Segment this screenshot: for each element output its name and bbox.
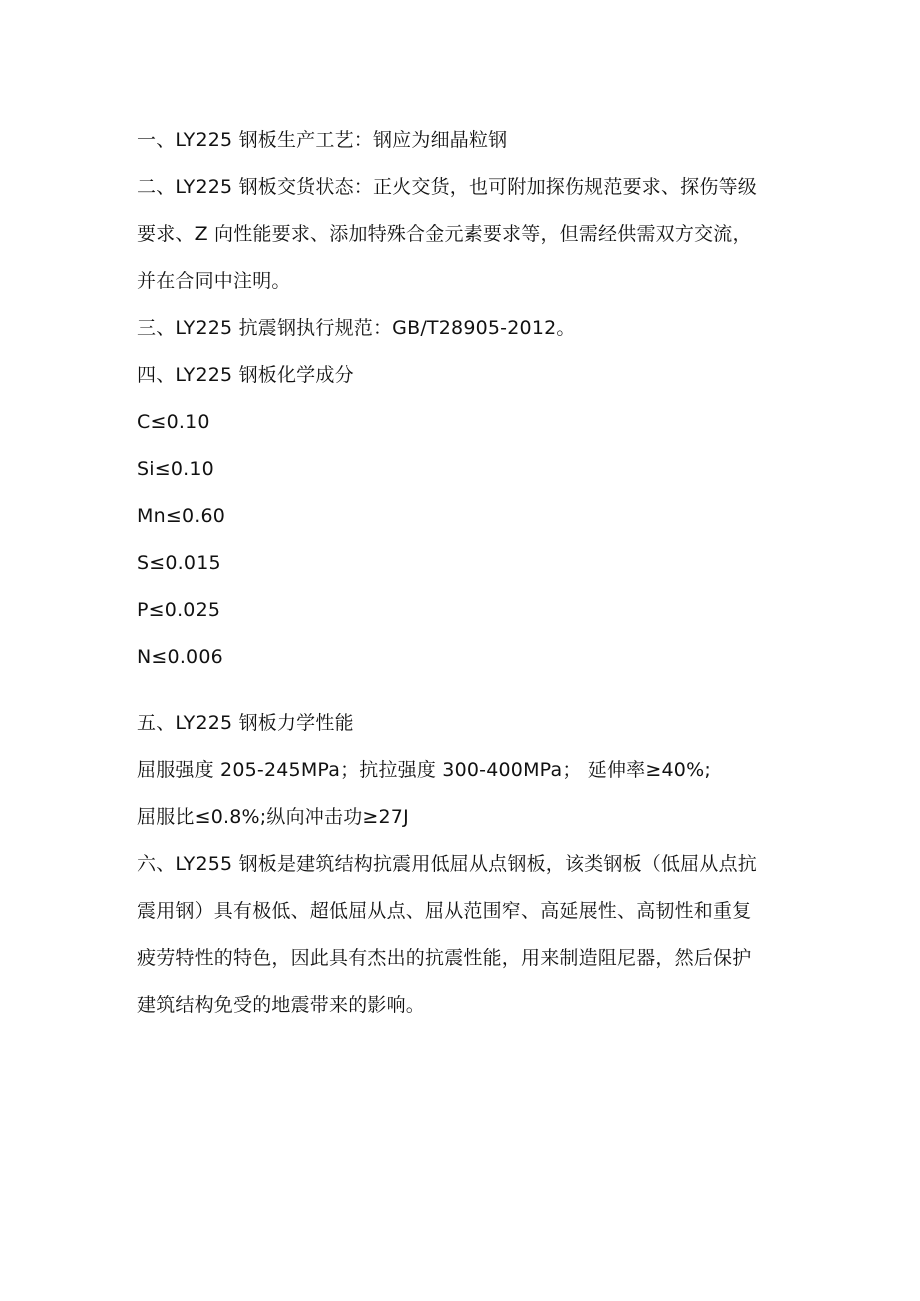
composition-carbon: C≤0.10 — [137, 411, 210, 433]
section-2-line-2: 要求、Z 向性能要求、添加特殊合金元素要求等，但需经供需双方交流， — [137, 223, 752, 245]
section-2-line-3: 并在合同中注明。 — [137, 270, 291, 292]
paragraph-gap — [137, 681, 787, 700]
mechanical-properties-line-1: 屈服强度 205-245MPa；抗拉强度 300-400MPa； 延伸率≥40%; — [137, 759, 711, 781]
document-body — [137, 117, 787, 1029]
section-6-line-3: 疲劳特性的特色，因此具有杰出的抗震性能，用来制造阻尼器，然后保护 — [137, 947, 752, 969]
section-6-line-1: 六、LY255 钢板是建筑结构抗震用低屈从点钢板，该类钢板（低屈从点抗 — [137, 853, 757, 875]
section-1-heading: 一、LY225 钢板生产工艺：钢应为细晶粒钢 — [137, 129, 508, 151]
mechanical-properties-line-2: 屈服比≤0.8%;纵向冲击功≥27J — [137, 806, 409, 828]
section-2-line-1: 二、LY225 钢板交货状态：正火交货，也可附加探伤规范要求、探伤等级 — [137, 176, 757, 198]
composition-phosphorus: P≤0.025 — [137, 599, 221, 621]
composition-nitrogen: N≤0.006 — [137, 646, 223, 668]
composition-silicon: Si≤0.10 — [137, 458, 214, 480]
composition-sulfur: S≤0.015 — [137, 552, 221, 574]
section-3-line: 三、LY225 抗震钢执行规范：GB/T28905-2012。 — [137, 317, 576, 339]
section-4-heading: 四、LY225 钢板化学成分 — [137, 364, 354, 386]
section-6-line-2: 震用钢）具有极低、超低屈从点、屈从范围窄、高延展性、高韧性和重复 — [137, 900, 752, 922]
section-5-heading: 五、LY225 钢板力学性能 — [137, 712, 354, 734]
section-6-line-4: 建筑结构免受的地震带来的影响。 — [137, 994, 426, 1016]
composition-manganese: Mn≤0.60 — [137, 505, 226, 527]
